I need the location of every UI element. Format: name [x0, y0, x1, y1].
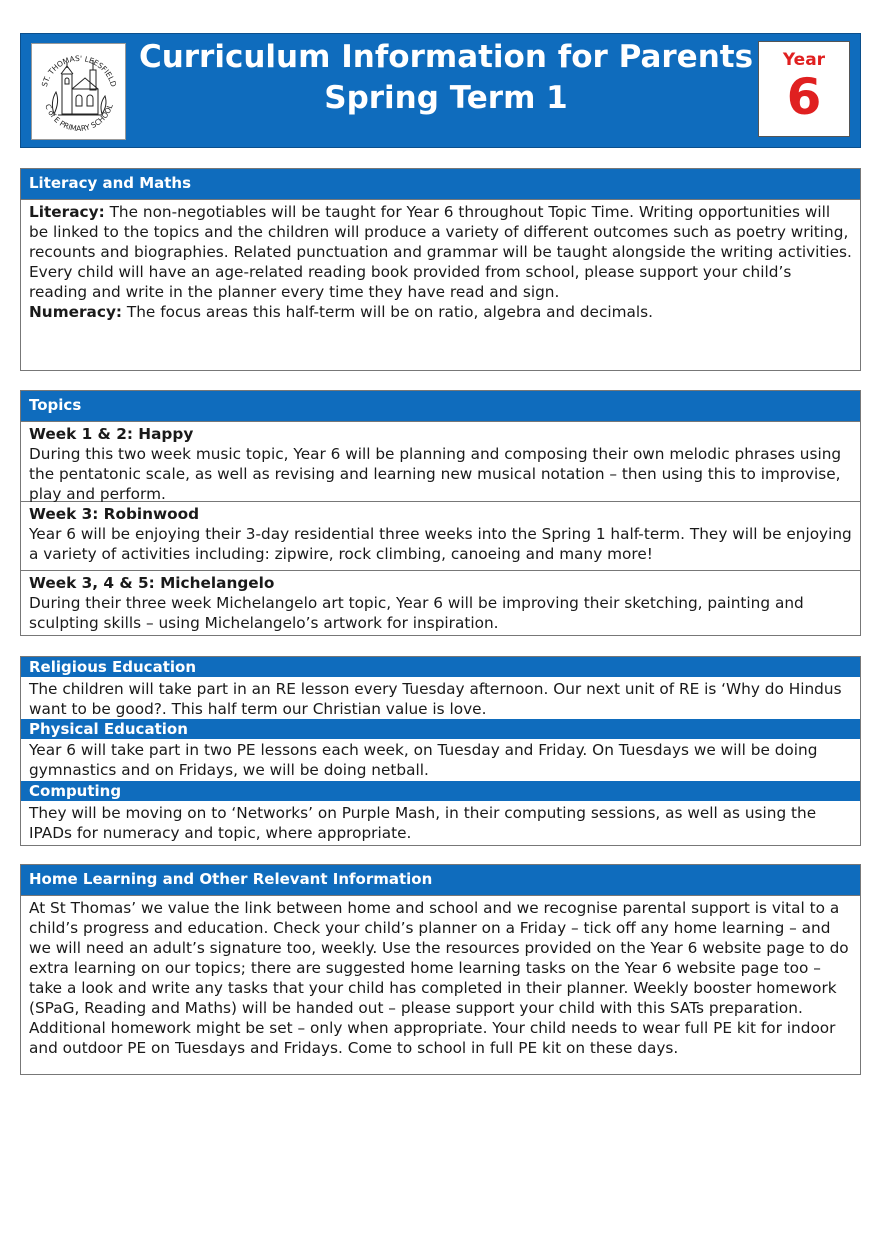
- section-heading: Literacy and Maths: [21, 169, 860, 199]
- numeracy-paragraph: [29, 303, 653, 321]
- year-label: Year: [782, 50, 826, 70]
- year-badge: [758, 41, 850, 137]
- section-subjects: [20, 656, 861, 846]
- svg-text:C of E PRIMARY SCHOOL: [43, 102, 115, 133]
- section-topics: [20, 390, 861, 636]
- literacy-label: Literacy:: [29, 203, 105, 221]
- section-literacy-maths: [20, 168, 861, 371]
- topic-item: [21, 570, 860, 633]
- logo-arc-top: ST. THOMAS' LEESFIELD: [39, 53, 119, 88]
- school-logo: [31, 43, 126, 140]
- numeracy-text: The focus areas this half-term will be on ratio, algebra and decimals.: [122, 303, 653, 321]
- section-heading: Home Learning and Other Relevant Information: [21, 865, 860, 895]
- numeracy-label: Numeracy:: [29, 303, 123, 321]
- school-crest-icon: [32, 44, 125, 139]
- topic-title: Week 1 & 2: Happy: [29, 425, 194, 443]
- topic-item: [21, 421, 860, 501]
- year-number: 6: [786, 68, 822, 126]
- topic-item: [21, 501, 860, 570]
- section-heading: Topics: [21, 391, 860, 421]
- literacy-paragraph: [29, 203, 852, 261]
- topic-title: Week 3, 4 & 5: Michelangelo: [29, 574, 275, 592]
- computing-heading: Computing: [21, 781, 860, 801]
- section-home-learning: [20, 864, 861, 1075]
- pe-heading: Physical Education: [21, 719, 860, 739]
- topic-text: During their three week Michelangelo art topic, Year 6 will be improving their sketching, painting and sculpting skills – using Michelangelo’s artwork for inspiration.: [29, 594, 804, 632]
- literacy-maths-body: [21, 199, 860, 322]
- pe-text: Year 6 will take part in two PE lessons each week, on Tuesday and Friday. On Tuesdays we will be doing gymnastics and on Fridays, we will be doing netball.: [29, 741, 818, 779]
- topic-text: During this two week music topic, Year 6 will be planning and composing their own melodic phrases using the pentatonic scale, as well as revising and learning new musical notation – then using this to improvise, play and perform.: [29, 445, 842, 503]
- logo-arc-bottom: C of E PRIMARY SCHOOL: [43, 102, 115, 134]
- home-learning-text: At St Thomas’ we value the link between home and school and we recognise parental support is vital to a child’s progress and education. Check your child’s planner on a Friday – tick off any home learning – and we will need an adult’s signature too, weekly. Use the resources provided on the Year 6 website page to do extra learning on our topics; there are suggested home learning tasks on the Year 6 website page too – take a look and write any tasks that your child has completed in their planner. Weekly booster homework (SPaG, Reading and Maths) will be handed out – please support your child with this SATs preparation. Additional homework might be set – only when appropriate. Your child needs to wear full PE kit for indoor and outdoor PE on Tuesdays and Fridays. Come to school in full PE kit on these days.: [21, 895, 860, 1058]
- re-heading: Religious Education: [21, 657, 860, 677]
- page-subtitle: Spring Term 1: [324, 80, 568, 116]
- topic-text: Year 6 will be enjoying their 3-day residential three weeks into the Spring 1 half-term. They will be enjoying a variety of activities including: zipwire, rock climbing, canoeing and many more!: [29, 525, 852, 563]
- computing-text: They will be moving on to ‘Networks’ on Purple Mash, in their computing sessions, as well as using the IPADs for numeracy and topic, where appropriate.: [29, 804, 817, 842]
- page-title: Curriculum Information for Parents: [138, 39, 754, 75]
- literacy-text: The non-negotiables will be taught for Year 6 throughout Topic Time. Writing opportunities will be linked to the topics and the children will produce a variety of different outcomes such as poetry writing, recounts and biographies. Related punctuation and grammar will be taught alongside the writing activities.: [29, 203, 852, 261]
- topic-title: Week 3: Robinwood: [29, 505, 200, 523]
- reading-text: Every child will have an age-related reading book provided from school, please support your child’s reading and write in the planner every time they have read and sign.: [29, 263, 792, 301]
- header-banner: [20, 33, 861, 148]
- re-text: The children will take part in an RE lesson every Tuesday afternoon. Our next unit of RE is ‘Why do Hindus want to be good?. This half term our Christian value is love.: [29, 680, 842, 718]
